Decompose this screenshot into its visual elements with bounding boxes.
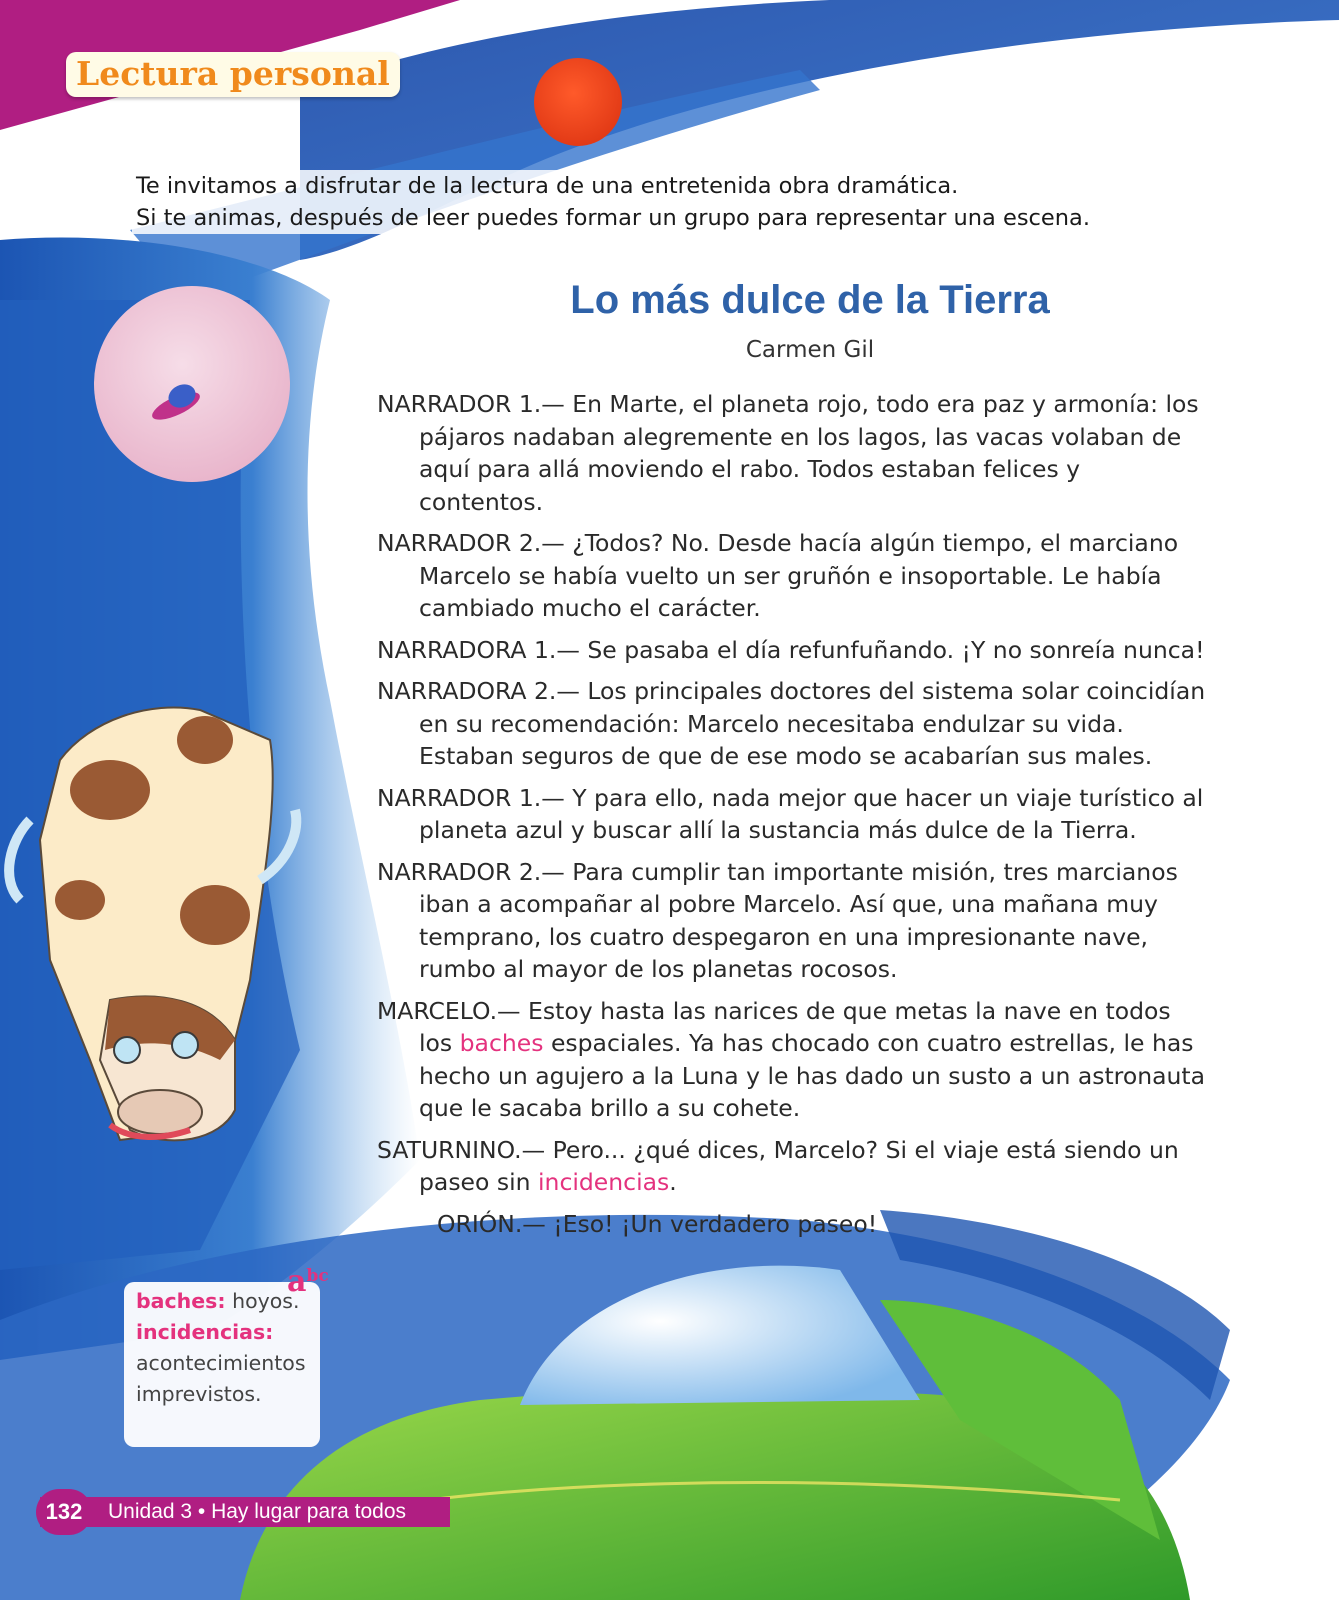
speaker: SATURNINO.— [377,1135,546,1164]
dialogue-line [377,1134,1207,1199]
speaker: MARCELO.— [377,996,521,1025]
speaker: NARRADOR 2.— [377,857,565,886]
glossary-term: baches: [136,1289,226,1313]
glossary-icon: $a^{bc}$ [287,1264,329,1299]
glossary-term: incidencias: [136,1320,274,1344]
unit-label: Unidad 3 • Hay lugar para todos [108,1500,407,1523]
dialogue: En Marte, el planeta rojo, todo era paz y armonía: los pájaros nadaban alegremente en los lagos, las vacas volaban de aquí para allá moviendo el rabo. Todos estaban felices y contentos. [419,390,1199,516]
glossary-definition: acontecimientos imprevistos. [136,1351,306,1406]
dialogue-line [377,527,1207,625]
glossary-term-link: incidencias [538,1168,670,1196]
dialogue: espaciales. Ya has chocado con cuatro estrellas, le has hecho un agujero a la Luna y le has dado un susto a un astronauta que le sacaba brillo a su cohete. [419,1029,1206,1122]
intro-line-1: Te invitamos a disfrutar de la lectura de una entretenida obra dramática. [132,170,962,202]
dialogue-line [377,634,1207,667]
dialogue-line [377,675,1207,773]
dialogue-line [377,1208,1207,1241]
intro-line-2: Si te animas, después de leer puedes formar un grupo para representar una escena. [132,202,1094,234]
dialogue: Los principales doctores del sistema solar coincidían en su recomendación: Marcelo necesitaba endulzar su vida. Estaban seguros de que de ese modo se acabarían sus males. [419,677,1206,770]
section-label: Lectura personal [66,52,400,97]
speaker: NARRADOR 1.— [377,390,565,418]
glossary-term-link: baches [459,1029,544,1057]
play-text [377,388,1207,1249]
speaker: NARRADOR 2.— [377,529,565,557]
story-title: Lo más dulce de la Tierra [570,278,1050,322]
page-number: 132 [36,1489,92,1535]
speaker: NARRADOR 1.— [377,783,565,812]
dialogue: Se pasaba el día refunfuñando. ¡Y no sonreía nunca! [579,635,1205,664]
story-author: Carmen Gil [745,337,875,363]
dialogue-line [377,782,1207,847]
speaker: NARRADORA 2.— [377,677,580,705]
speaker: ORIÓN.— [437,1209,546,1238]
glossary-definition: hoyos. [225,1289,300,1313]
dialogue: ¡Eso! ¡Un verdadero paseo! [545,1209,878,1238]
glossary-entry [136,1317,320,1410]
glossary-box [124,1282,320,1447]
dialogue: Estoy hasta las narices de que metas la nave en todos los [419,996,1171,1057]
dialogue: ¿Todos? No. Desde hacía algún tiempo, el marciano Marcelo se había vuelto un ser gruñón e insoportable. Le había cambiado mucho el carácter. [419,529,1179,622]
dialogue-line [377,995,1207,1125]
dialogue: Para cumplir tan importante misión, tres marcianos iban a acompañar al pobre Marcelo. Así que, una mañana muy temprano, los cuatro despegaron en una impresionante nave, rumbo al mayor de los planetas rocosos. [419,857,1178,983]
dialogue: . [669,1168,677,1196]
dialogue: Pero... ¿qué dices, Marcelo? Si el viaje está siendo un paseo sin [419,1135,1179,1196]
intro-text [132,170,1132,234]
dialogue: Y para ello, nada mejor que hacer un viaje turístico al planeta azul y buscar allí la sustancia más dulce de la Tierra. [419,783,1204,844]
dialogue-line [377,388,1207,518]
speaker: NARRADORA 1.— [377,635,580,664]
dialogue-line [377,856,1207,986]
